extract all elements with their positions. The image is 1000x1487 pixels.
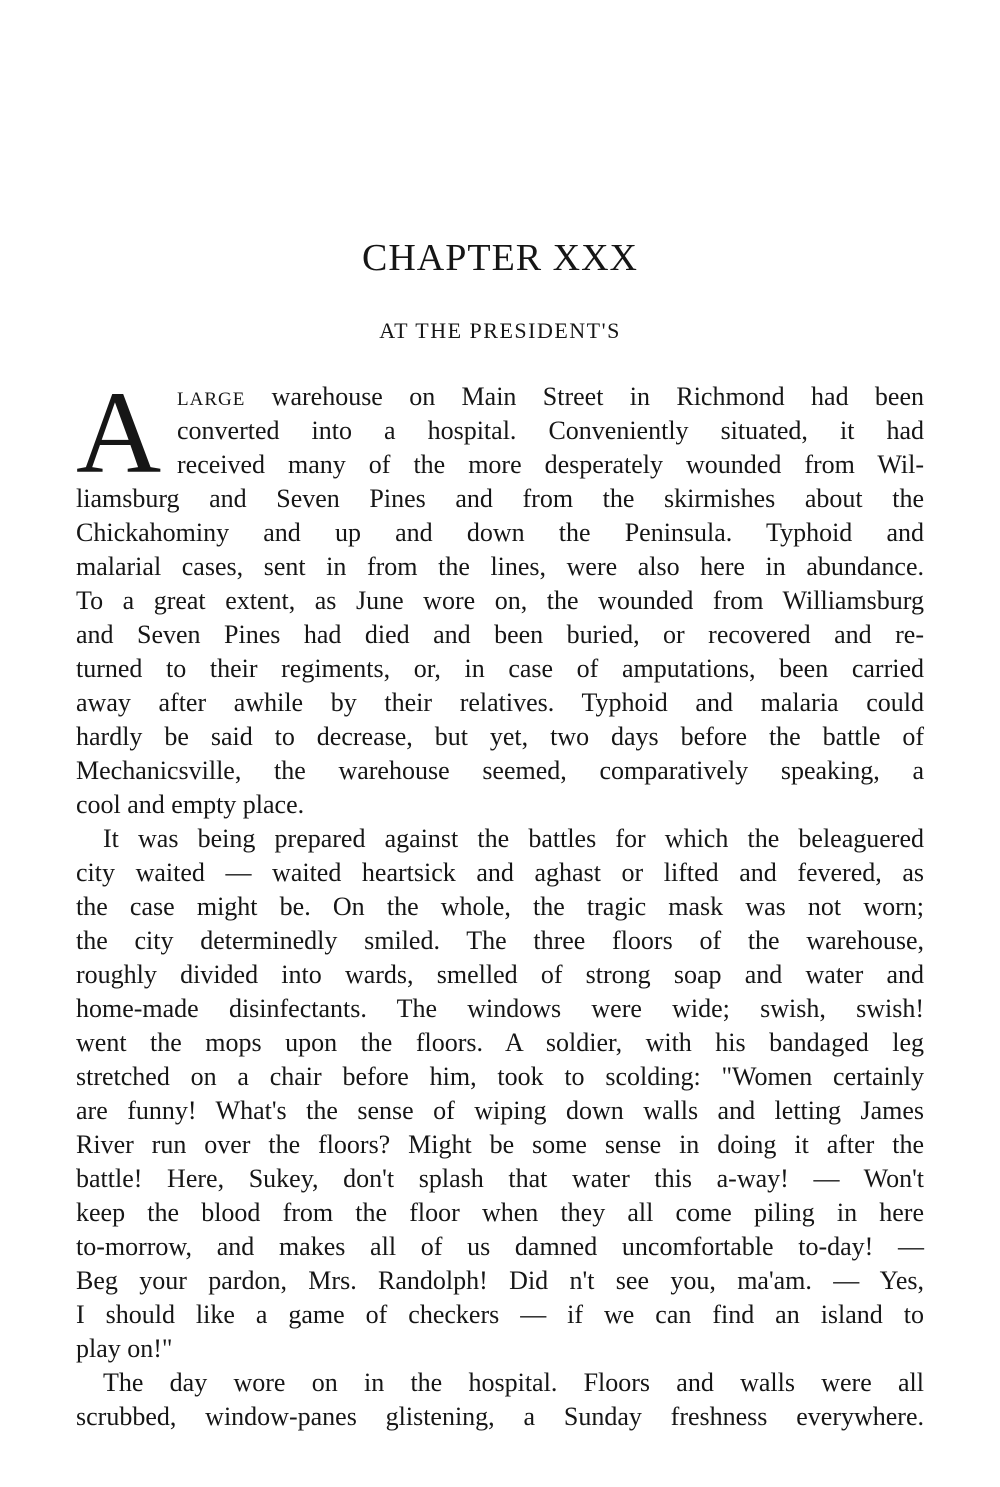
text-line: roughly divided into wards, smelled of strong soap and water and (76, 960, 924, 989)
text-line: home-made disinfectants. The windows were wide; swish, swish! (76, 994, 924, 1023)
text-line: LARGE warehouse on Main Street in Richmond had been (177, 382, 924, 411)
text-line: went the mops upon the floors. A soldier, with his bandaged leg (76, 1028, 924, 1057)
text-line: stretched on a chair before him, took to scolding: "Women certainly (76, 1062, 924, 1091)
text-line: away after awhile by their relatives. Typhoid and malaria could (76, 688, 924, 717)
text-line: Beg your pardon, Mrs. Randolph! Did n't see you, ma'am. — Yes, (76, 1266, 924, 1295)
text-line: the city determinedly smiled. The three floors of the warehouse, (76, 926, 924, 955)
text-line: Mechanicsville, the warehouse seemed, comparatively speaking, a (76, 756, 924, 785)
text-line: liamsburg and Seven Pines and from the skirmishes about the (76, 484, 924, 513)
text-line: The day wore on in the hospital. Floors and walls were all (103, 1368, 924, 1397)
text-line: I should like a game of checkers — if we can find an island to (76, 1300, 924, 1329)
text-line: are funny! What's the sense of wiping down walls and letting James (76, 1096, 924, 1125)
text-line: city waited — waited heartsick and aghast or lifted and fevered, as (76, 858, 924, 887)
drop-cap: A (76, 367, 162, 498)
lead-small-caps: LARGE (177, 389, 246, 410)
text-line: hardly be said to decrease, but yet, two days before the battle of (76, 722, 924, 751)
text-line: River run over the floors? Might be some sense in doing it after the (76, 1130, 924, 1159)
chapter-title: CHAPTER XXX (362, 237, 638, 279)
chapter-subtitle: AT THE PRESIDENT'S (379, 318, 621, 343)
text-line: the case might be. On the whole, the tragic mask was not worn; (76, 892, 924, 921)
text-line: It was being prepared against the battles for which the beleaguered (103, 824, 924, 853)
text-line: received many of the more desperately wounded from Wil- (177, 450, 924, 479)
text-line: battle! Here, Sukey, don't splash that water this a-way! — Won't (76, 1164, 924, 1193)
text-line: scrubbed, window-panes glistening, a Sunday freshness everywhere. (76, 1402, 924, 1431)
text-line: cool and empty place. (76, 790, 305, 819)
text-line: play on!" (76, 1334, 173, 1363)
text-line: and Seven Pines had died and been buried, or recovered and re- (76, 620, 924, 649)
text-line: to-morrow, and makes all of us damned uncomfortable to-day! — (76, 1232, 924, 1261)
text-line: malarial cases, sent in from the lines, were also here in abundance. (76, 552, 924, 581)
text-line: turned to their regiments, or, in case of amputations, been carried (76, 654, 924, 683)
text-line: To a great extent, as June wore on, the wounded from Williamsburg (76, 586, 924, 615)
text-line: keep the blood from the floor when they all come piling in here (76, 1198, 924, 1227)
text-line: Chickahominy and up and down the Peninsula. Typhoid and (76, 518, 924, 547)
text-line: converted into a hospital. Conveniently situated, it had (177, 416, 924, 445)
